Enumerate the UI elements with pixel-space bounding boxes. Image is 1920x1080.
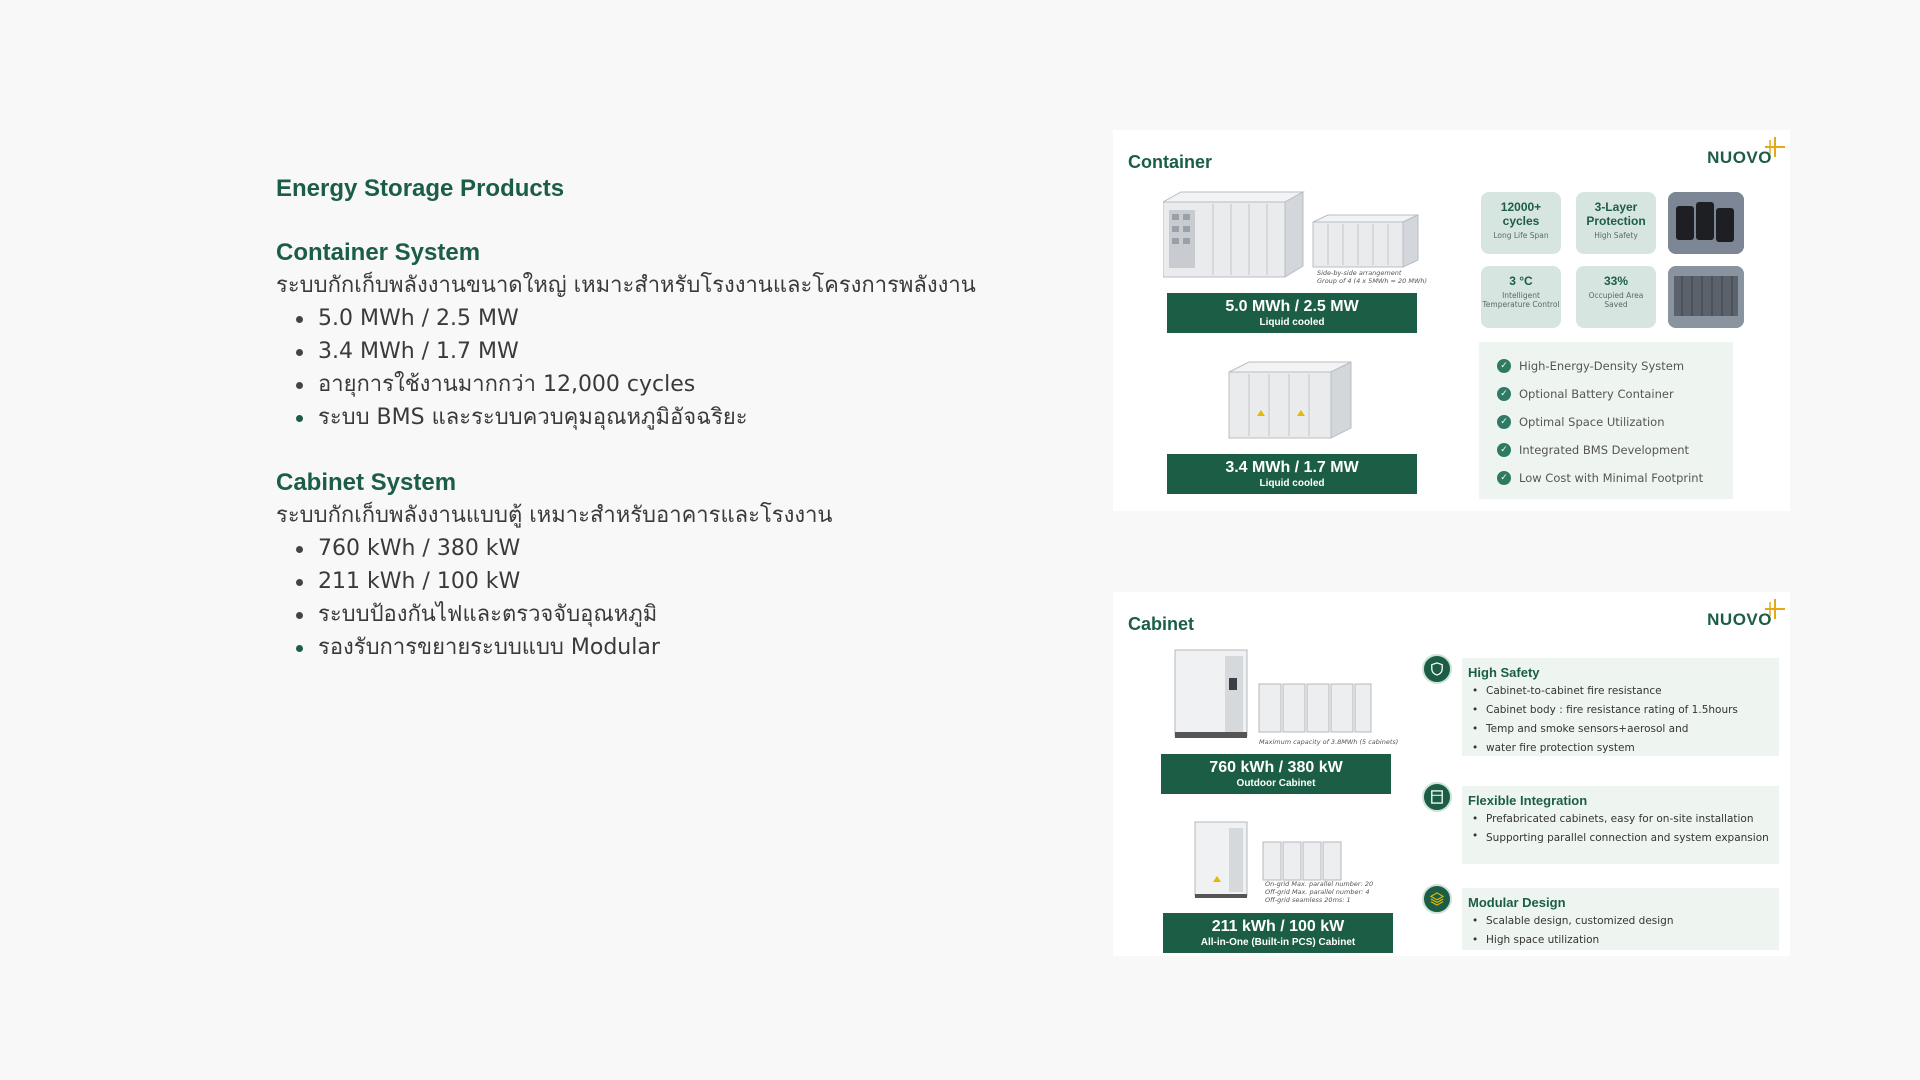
product-label-5mwh: 5.0 MWh / 2.5 MW Liquid cooled [1167, 293, 1417, 333]
feature-item: • water fire protection system [1472, 739, 1779, 758]
page-title: Energy Storage Products [276, 175, 565, 202]
card-title: Container [1128, 152, 1213, 172]
feature-item: • Supporting parallel connection and system expansion [1472, 829, 1779, 848]
feature-flexible-integration: Flexible Integration • Prefabricated cabinets, easy for on-site installation • Supporting parallel connection and system expansion [1462, 786, 1779, 864]
container-feature-checklist [1479, 342, 1733, 499]
container-section-description: ระบบกักเก็บพลังงานขนาดใหญ่ เหมาะสำหรับโรงงานและโครงการพลังงาน [276, 273, 976, 298]
container-product-card [1113, 130, 1790, 511]
card-title: Cabinet [1128, 614, 1195, 634]
bullet-item: 3.4 MWh / 1.7 MW [294, 335, 1036, 368]
cabinet-section-description: ระบบกักเก็บพลังงานแบบตู้ เหมาะสำหรับอาคารและโรงงาน [276, 503, 833, 528]
feature-item: • High space utilization [1472, 931, 1779, 950]
bullet-item: 5.0 MWh / 2.5 MW [294, 302, 1036, 335]
layers-icon [1422, 884, 1452, 914]
container-interior-image [1668, 266, 1744, 328]
bullet-item: 760 kWh / 380 kW [294, 532, 1036, 565]
feature-modular-design: Modular Design • Scalable design, customized design • High space utilization [1462, 888, 1779, 950]
product-summary [276, 172, 1036, 696]
brand-logo: NUOVO [1707, 148, 1772, 167]
bullet-item: อายุการใช้งานมากกว่า 12,000 cycles [294, 368, 1036, 401]
check-icon: ✓ [1497, 387, 1511, 401]
bullet-item: ระบบป้องกันไฟและตรวจจับอุณหภูมิ [294, 598, 1036, 631]
product-label-760kwh: 760 kWh / 380 kW Outdoor Cabinet [1161, 754, 1391, 794]
check-icon: ✓ [1497, 415, 1511, 429]
arrangement-note: Side-by-side arrangement Group of 4 (4 x 5MWh = 20 MWh) [1317, 269, 1428, 285]
brand-logo: NUOVO [1707, 610, 1772, 629]
container-bullet-list [294, 302, 1036, 434]
feature-tile-cycles: 12000+ cycles Long Life Span [1481, 192, 1561, 254]
battery-module-image [1668, 192, 1744, 254]
feature-item: • Scalable design, customized design [1472, 912, 1779, 931]
feature-tile-protection: 3-Layer Protection High Safety [1576, 192, 1656, 254]
product-label-211kwh: 211 kWh / 100 kW All-in-One (Built-in PCS) Cabinet [1163, 913, 1393, 953]
bullet-item: 211 kWh / 100 kW [294, 565, 1036, 598]
checklist-item: ✓ Integrated BMS Development [1497, 436, 1733, 464]
check-icon: ✓ [1497, 443, 1511, 457]
check-icon: ✓ [1497, 359, 1511, 373]
product-label-3mwh: 3.4 MWh / 1.7 MW Liquid cooled [1167, 454, 1417, 494]
checklist-item: ✓ High-Energy-Density System [1497, 352, 1733, 380]
feature-tile-temperature: 3 °C Intelligent Temperature Control [1481, 266, 1561, 328]
feature-item: • Temp and smoke sensors+aerosol and [1472, 720, 1779, 739]
shield-icon [1422, 654, 1452, 684]
cabinet-module-icon [1422, 782, 1452, 812]
cabinet-product-card [1113, 592, 1790, 956]
feature-item: • Cabinet body : fire resistance rating of 1.5hours [1472, 701, 1779, 720]
container-interior-icon [1668, 266, 1744, 328]
parallel-note: On-grid Max. parallel number: 20 Off-grid Max. parallel number: 4 Off-grid seamless 20ms: 1 [1265, 880, 1374, 904]
cabinet-760kwh-image [1173, 648, 1373, 740]
checklist-item: ✓ Optional Battery Container [1497, 380, 1733, 408]
container-section-title: Container System [276, 239, 481, 266]
container-5mwh-image [1163, 182, 1433, 282]
cabinet-section-title: Cabinet System [276, 469, 457, 496]
feature-high-safety: High Safety • Cabinet-to-cabinet fire resistance • Cabinet body : fire resistance rating of 1.5hours • Temp and smoke sensors+aerosol and • water fire protection system [1462, 658, 1779, 756]
brand-spark-icon [1763, 136, 1787, 158]
feature-item: • Cabinet-to-cabinet fire resistance [1472, 682, 1779, 701]
feature-tile-area: 33% Occupied Area Saved [1576, 266, 1656, 328]
battery-module-icon [1668, 192, 1744, 254]
checklist-item: ✓ Optimal Space Utilization [1497, 408, 1733, 436]
bullet-item: ระบบ BMS และระบบควบคุมอุณหภูมิอัจฉริยะ [294, 401, 1036, 434]
brand-spark-icon [1763, 598, 1787, 620]
capacity-note: Maximum capacity of 3.8MWh (5 cabinets) [1259, 738, 1399, 746]
cabinet-bullet-list [294, 532, 1036, 664]
feature-item: • Prefabricated cabinets, easy for on-site installation [1472, 810, 1779, 829]
checklist-item: ✓ Low Cost with Minimal Footprint [1497, 464, 1733, 492]
container-3mwh-image [1227, 358, 1357, 443]
check-icon: ✓ [1497, 471, 1511, 485]
bullet-item: รองรับการขยายระบบแบบ Modular [294, 631, 1036, 664]
